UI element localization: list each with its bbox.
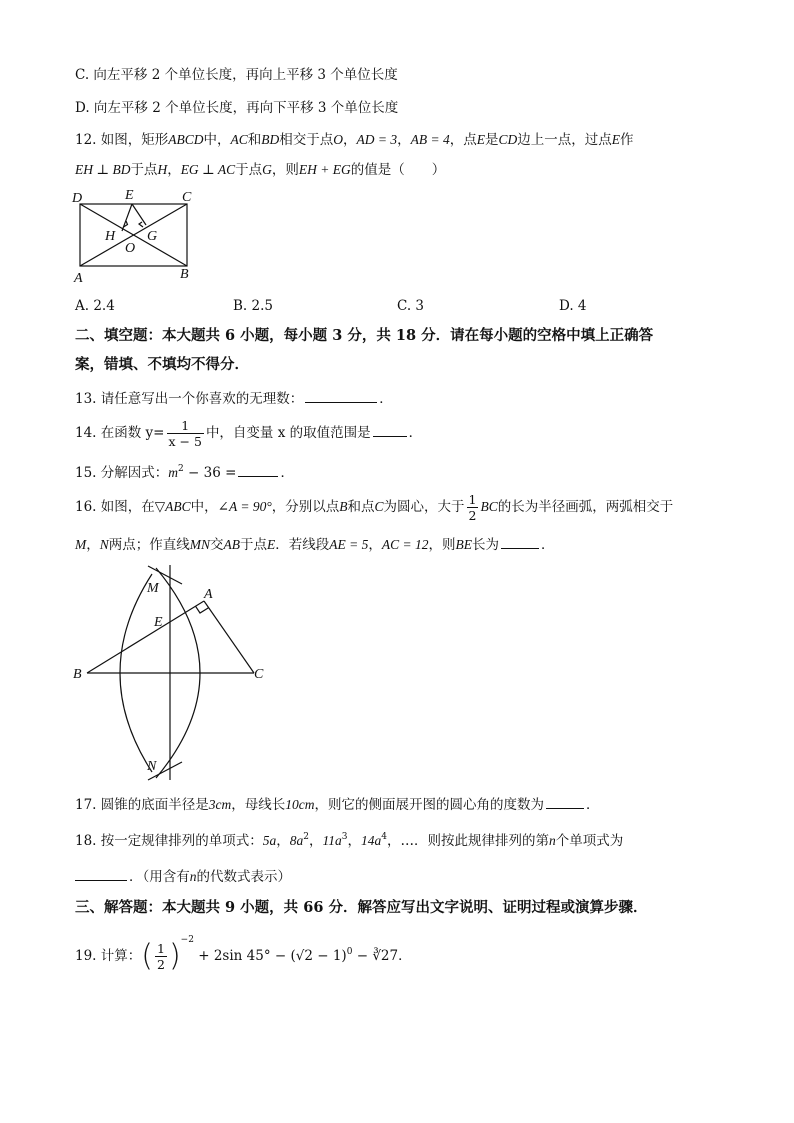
q19: 19. 计算：( $\frac{1}{2}$ )$^{-2}$ + 2sin $45^\circ - (√2 - 1)^0$ − ∛27． — [75, 935, 412, 974]
label-d: D — [72, 191, 83, 206]
section2-heading-line2: 案，错填、不填均不得分． — [75, 356, 249, 373]
label-g: G — [147, 229, 158, 244]
label-e: E — [154, 615, 163, 630]
label-c: C — [182, 190, 192, 205]
section3-heading: 三、解答题：本大题共 9 小题，共 66 分．解答应写出文字说明、证明过程或演算步骤． — [75, 899, 648, 916]
answer-blank — [546, 796, 584, 809]
q16-line2: M，N两点；作直线MN交AB于点E．若线段AE = 5，AC = 12，则BE长为 ． — [75, 537, 555, 553]
q12-option-c: C. 3 — [397, 298, 425, 314]
fraction: $\frac{1}{x - 5}$ — [168, 418, 202, 449]
label-a: A — [74, 271, 83, 284]
label-h: H — [105, 229, 116, 244]
label-a: A — [204, 587, 213, 602]
q14: 14. 在函数 y= $\frac{1}{x - 5}$ 中，自变量 x 的取值范围是 ． — [75, 418, 423, 449]
label-m: M — [147, 581, 159, 596]
section2-heading-line1: 二、填空题：本大题共 6 小题，每小题 3 分，共 18 分．请在每小题的空格中填上正确答 — [75, 327, 654, 344]
q12-line1: 12. 如图，矩形ABCD中，AC和BD相交于点O，AD = 3，AB = 4，点E是CD边上一点，过点E作 — [75, 132, 634, 148]
q12-option-d: D. 4 — [559, 298, 587, 314]
q11-option-c: C. 向左平移 2 个单位长度，再向上平移 3 个单位长度 — [75, 67, 398, 83]
q15: 15. 分解因式：$m^2 - 36$ = ． — [75, 464, 294, 481]
q16-line1: 16. 如图，在▽ABC中，∠A = 90°，分别以点B和点C为圆心，大于 $\frac{1}{2}$ BC的长为半径画弧，两弧相交于 — [75, 492, 674, 523]
q12-rectangle-figure — [68, 184, 198, 284]
q18-line2: ．（用含有n的代数式表示） — [75, 868, 291, 886]
q12-number: 12. 如图，矩形 — [75, 132, 169, 148]
label-e: E — [125, 188, 134, 203]
answer-blank — [373, 424, 407, 437]
label-b: B — [180, 267, 189, 282]
q17: 17. 圆锥的底面半径是3cm，母线长10cm，则它的侧面展开图的圆心角的度数为 ． — [75, 797, 600, 813]
label-b: B — [73, 667, 82, 682]
answer-blank — [75, 868, 127, 881]
fraction-half: $\frac{1}{2}$ — [468, 492, 477, 523]
q18-line1: 18. 按一定规律排列的单项式：5a，$8a^2$，$11a^3$，$14a^4$，…．则按此规律排列的第n个单项式为 — [75, 832, 624, 849]
answer-blank — [501, 536, 539, 549]
label-o: O — [125, 241, 136, 256]
q11-option-d: D. 向左平移 2 个单位长度，再向下平移 3 个单位长度 — [75, 100, 399, 116]
q12-line2: EH ⊥ BD于点H，EG ⊥ AC于点G，则EH + EG的值是（ ） — [75, 162, 446, 178]
answer-blank — [238, 464, 278, 477]
q13: 13. 请任意写出一个你喜欢的无理数： ． — [75, 391, 393, 407]
answer-blank — [305, 390, 377, 403]
fraction-half: $\frac{1}{2}$ — [156, 941, 165, 972]
q12-option-b: B. 2.5 — [233, 298, 273, 314]
label-c: C — [254, 667, 264, 682]
q16-triangle-figure — [68, 560, 278, 785]
q12-option-a: A. 2.4 — [75, 298, 115, 314]
label-n: N — [147, 759, 157, 774]
